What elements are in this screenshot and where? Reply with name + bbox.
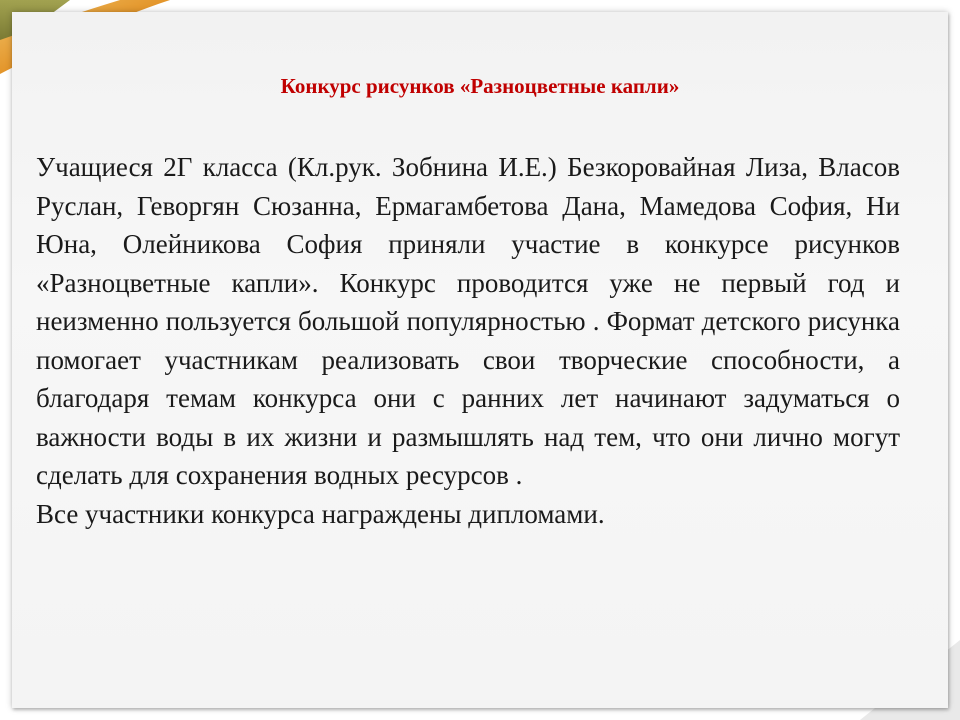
slide-title: Конкурс рисунков «Разноцветные капли» [280,74,680,98]
slide-body [36,148,900,533]
slide-panel [12,12,948,708]
body-paragraph-awards: Все участники конкурса награждены дипломами. [36,498,605,529]
body-paragraph-main: Учащиеся 2Г класса (Кл.рук. Зобнина И.Е.) Безкоровайная Лиза, Власов Руслан, Геворгян Сюзанна, Ермагамбетова Дана, Мамедова София, Ни Юна, Олейникова София приняли участие в конкурсе рисунков «Разноцветные капли». Конкурс проводится уже не первый год и неизменно пользуется большой популярностью . Формат детского рисунка помогает участникам реализовать свои творческие способности, а благодаря темам конкурса они с ранних лет начинают задуматься о важности воды в их жизни и размышлять над тем, что они лично могут сделать для сохранения водных ресурсов . [36,152,900,490]
